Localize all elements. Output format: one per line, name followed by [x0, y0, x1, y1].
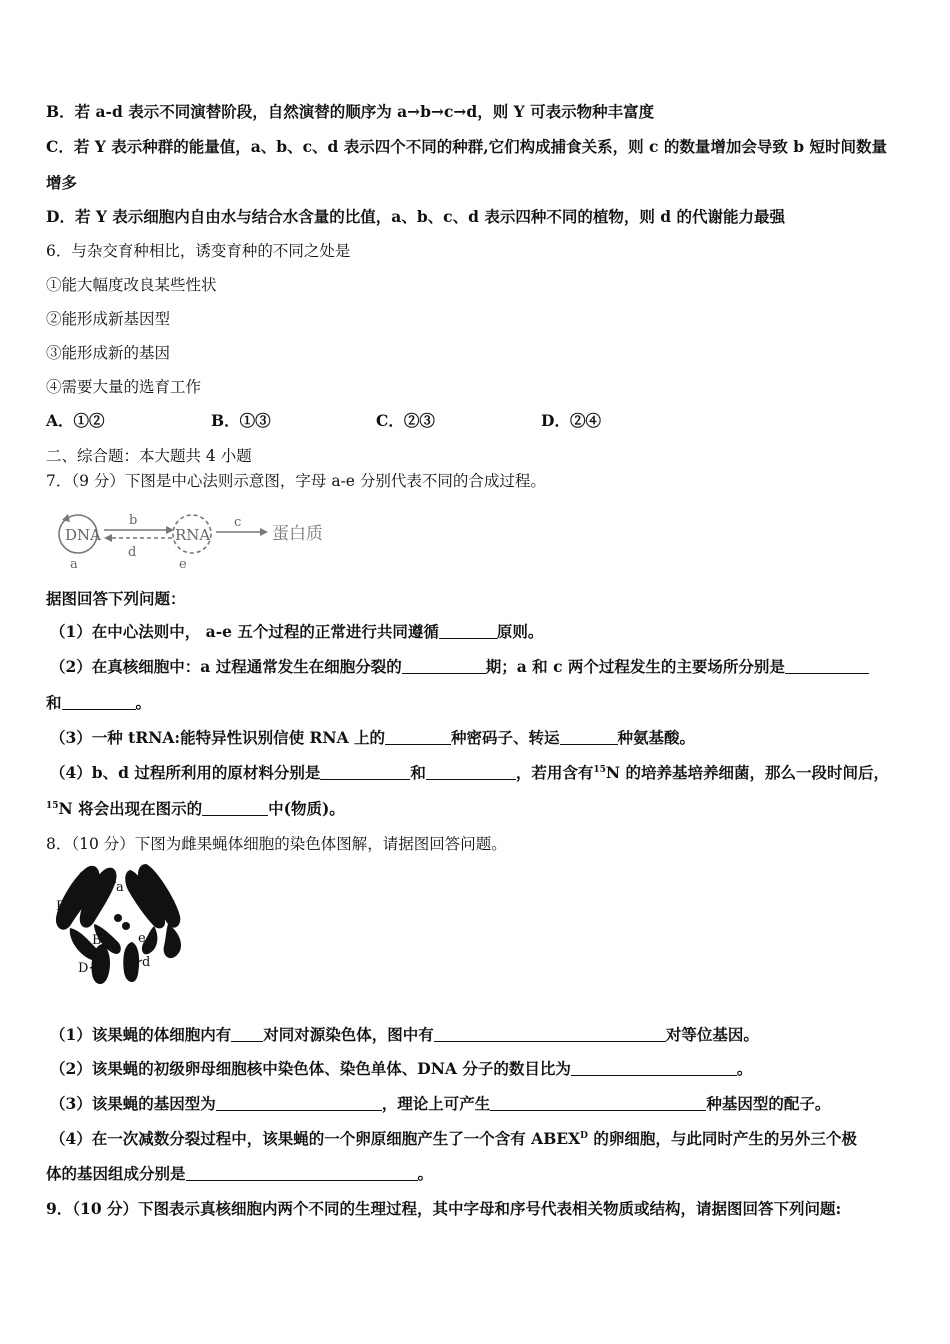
q7-p4-text-2: 和 [410, 763, 426, 782]
q5-option-b: B．若 a-d 表示不同演替阶段，自然演替的顺序为 a→b→c→d，则 Y 可表示物种丰富度 [46, 102, 655, 121]
section-2-title: 二、综合题：本大题共 4 小题 [46, 447, 252, 465]
q8-p2-text-end: 。 [736, 1059, 753, 1078]
gene-label-B-top: B [56, 899, 66, 914]
q8-p4-blank[interactable] [186, 1164, 418, 1181]
q8-p4-text-2: 的卵细胞，与此同时产生的另外三个极 [587, 1129, 857, 1148]
label-e: e [179, 557, 187, 572]
q6-option-a: A．①② [46, 411, 105, 430]
q7-p2-text-2: 期；a 和 c 两个过程发生的主要场所分别是 [485, 657, 785, 676]
label-c: c [234, 515, 242, 530]
gene-label-a: a [116, 880, 124, 895]
q7-p4-blank-1[interactable] [320, 763, 410, 780]
q7-part-3 [50, 727, 695, 749]
q7-p3-blank-2[interactable] [560, 728, 618, 745]
chromosome-dot-1 [114, 914, 122, 922]
central-dogma-diagram [48, 508, 338, 572]
q8-p1-blank-2[interactable] [434, 1025, 666, 1042]
q7-p4-text-4: N 的培养基培养细菌，那么一段时间后， [605, 763, 889, 782]
q8-p3-blank-1[interactable] [216, 1094, 382, 1111]
arrow-d-head [104, 534, 112, 542]
q8-p1-text-end: 对等位基因。 [665, 1025, 759, 1044]
q8-p4-text-3: 体的基因组成分别是 [46, 1164, 186, 1183]
chromosome-x-right [123, 942, 139, 982]
q6-item-3: ③能形成新的基因 [46, 344, 171, 362]
q7-part-1 [50, 621, 543, 643]
gene-label-E: E [166, 899, 176, 914]
gene-label-D: D [78, 961, 89, 976]
q8-p3-text: （3）该果蝇的基因型为 [50, 1094, 216, 1113]
q7-p2-text-3: 和 [46, 693, 62, 712]
q7-p2-text-end: 。 [135, 693, 152, 712]
q8-p2-blank[interactable] [571, 1059, 737, 1076]
q7-p2-text: （2）在真核细胞中：a 过程通常发生在细胞分裂的 [50, 657, 402, 676]
protein-label: 蛋白质 [272, 524, 323, 544]
q8-part-3 [50, 1093, 830, 1115]
q7-p4-text-5: N 将会出现在图示的 [58, 799, 203, 818]
q8-p2-text: （2）该果蝇的初级卵母细胞核中染色体、染色单体、DNA 分子的数目比为 [50, 1059, 571, 1078]
q7-p4-superscript: 15 [593, 765, 606, 775]
q8-p3-text-2: ，理论上可产生 [381, 1094, 491, 1113]
q7-lead: 据图回答下列问题： [46, 589, 186, 608]
q7-part-4-cont [46, 798, 345, 820]
q8-p1-text-2: 对同对源染色体，图中有 [263, 1025, 434, 1044]
gene-label-A: A [76, 871, 86, 886]
q5-option-c-line2: 增多 [46, 173, 78, 192]
q8-part-1 [50, 1024, 759, 1046]
q6-option-b: B．①③ [211, 411, 271, 430]
dna-loop-arrowhead [62, 514, 70, 522]
dna-label: DNA [65, 526, 101, 544]
q8-p4-superscript: D [580, 1131, 588, 1141]
q7-p3-text: （3）一种 tRNA:能特异性识别信使 RNA 上的 [50, 728, 386, 747]
q7-p2-blank-1[interactable] [402, 657, 486, 674]
q5-option-c-line1: C．若 Y 表示种群的能量值，a、b、c、d 表示四个不同的种群,它们构成捕食关系，则 c 的数量增加会导致 b 短时间数量 [46, 137, 888, 156]
q7-p1-text: （1）在中心法则中， a-e 五个过程的正常进行共同遵循 [50, 622, 439, 641]
q6-option-c: C．②③ [376, 411, 435, 430]
q9-stem-text: 9．（10 分）下图表示真核细胞内两个不同的生理过程，其中字母和序号代表相关物质或结构，请据图回答下列问题: [46, 1199, 842, 1218]
q7-p4-blank-3[interactable] [202, 799, 268, 816]
q6-options [46, 410, 601, 432]
label-b: b [129, 513, 138, 528]
q8-stem: 8．（10 分）下图为雌果蝇体细胞的染色体图解，请据图回答问题。 [46, 835, 507, 853]
label-d: d [128, 545, 137, 560]
q6-item-2: ②能形成新基因型 [46, 310, 171, 328]
q6-item-4: ④需要大量的选育工作 [46, 378, 202, 396]
q8-p1-blank-1[interactable] [231, 1025, 263, 1042]
q7-p2-blank-3[interactable] [62, 693, 136, 710]
q7-p4-superscript-2: 15 [46, 801, 59, 811]
q8-p3-text-end: 种基因型的配子。 [706, 1094, 831, 1113]
q7-p3-blank-1[interactable] [385, 728, 451, 745]
q8-p3-blank-2[interactable] [490, 1094, 706, 1111]
q5-option-d: D．若 Y 表示细胞内自由水与结合水含量的比值，a、b、c、d 表示四种不同的植物，则 d 的代谢能力最强 [46, 207, 785, 226]
q7-p3-text-end: 种氨基酸。 [617, 728, 696, 747]
q6-stem: 6．与杂交育种相比，诱变育种的不同之处是 [46, 242, 351, 260]
q7-p4-text-3: ，若用含有 [515, 763, 594, 782]
q7-p4-text: （4）b、d 过程所利用的原材料分别是 [50, 763, 321, 782]
q9-stem [46, 1198, 841, 1220]
q7-part-2 [50, 656, 869, 678]
chromosome-diagram [50, 860, 200, 992]
arrow-c-head [260, 528, 268, 536]
label-a: a [70, 557, 78, 572]
rna-label: RNA [175, 526, 211, 544]
gene-label-d: d [142, 955, 151, 970]
q7-p4-blank-2[interactable] [426, 763, 516, 780]
q7-part-4 [50, 762, 889, 784]
q7-p4-text-end: 中(物质)。 [268, 799, 345, 818]
q7-stem: 7．（9 分）下图是中心法则示意图，字母 a-e 分别代表不同的合成过程。 [46, 472, 546, 490]
q8-part-4-cont [46, 1163, 433, 1185]
chromosome-dot-2 [122, 922, 130, 930]
q8-part-4 [50, 1128, 857, 1150]
q7-p3-text-2: 种密码子、转运 [451, 728, 560, 747]
q8-p4-text-end: 。 [417, 1164, 434, 1183]
q8-p4-text: （4）在一次减数分裂过程中，该果蝇的一个卵原细胞产生了一个含有 ABEX [50, 1129, 581, 1148]
q6-option-d: D．②④ [541, 411, 601, 430]
q7-part-2-cont [46, 692, 151, 714]
gene-label-B-mid: B [92, 933, 102, 948]
q7-p2-blank-2[interactable] [785, 657, 869, 674]
gene-label-e: e [138, 931, 146, 946]
chromosome-right-outer-lower [164, 924, 181, 958]
q8-part-2 [50, 1058, 752, 1080]
q7-p1-text-end: 原则。 [496, 622, 544, 641]
q8-p1-text: （1）该果蝇的体细胞内有 [50, 1025, 232, 1044]
q6-item-1: ①能大幅度改良某些性状 [46, 276, 217, 294]
q7-p1-blank[interactable] [439, 622, 497, 639]
